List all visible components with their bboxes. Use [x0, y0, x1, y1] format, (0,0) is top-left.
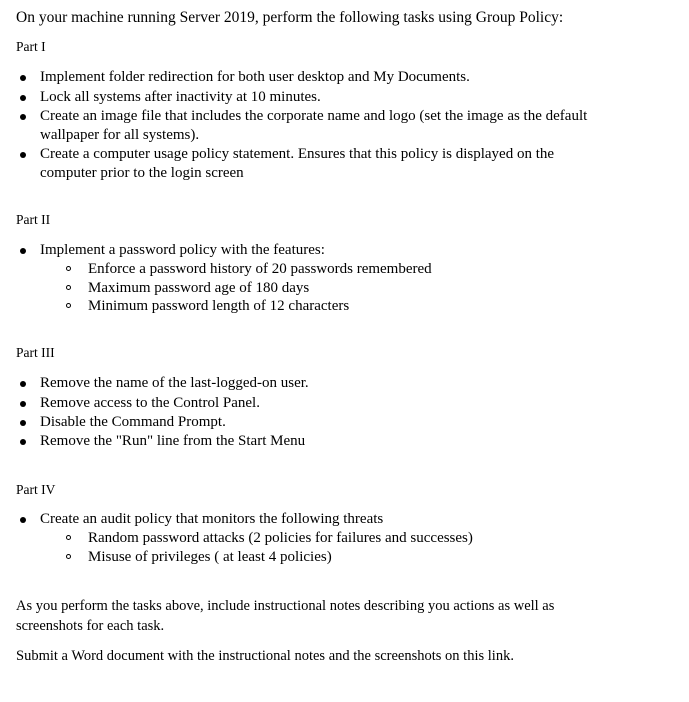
sub-bullet-text: Maximum password age of 180 days — [88, 280, 310, 296]
bullet-text: Implement a password policy with the features: — [40, 242, 325, 258]
bullet-text-line-2: wallpaper for all systems). — [40, 127, 200, 143]
part-2-heading: Part II — [16, 212, 51, 227]
bullet-dot — [20, 420, 26, 426]
bullet-text: Remove access to the Control Panel. — [40, 395, 260, 411]
intro-text: On your machine running Server 2019, perform the following tasks using Group Policy: — [16, 9, 564, 26]
bullet-text: Disable the Command Prompt. — [40, 414, 226, 430]
bullet-dot — [20, 439, 26, 445]
bullet-text-line-2: computer prior to the login screen — [40, 165, 244, 181]
bullet-text: Implement folder redirection for both user desktop and My Documents. — [40, 69, 470, 85]
sub-bullet-circle — [66, 285, 71, 290]
sub-bullet-circle — [66, 303, 71, 308]
sub-bullet-text: Enforce a password history of 20 passwords remembered — [88, 261, 432, 277]
instructions-note-line-1: As you perform the tasks above, include instructional notes describing you actions as well as — [16, 598, 555, 614]
bullet-dot — [20, 95, 26, 101]
bullet-text: Create an audit policy that monitors the following threats — [40, 511, 384, 527]
bullet-text-line-1: Create a computer usage policy statement. Ensures that this policy is displayed on the — [40, 146, 555, 162]
sub-bullet-circle — [66, 266, 71, 271]
bullet-dot — [20, 114, 26, 120]
sub-bullet-text: Misuse of privileges ( at least 4 policies) — [88, 549, 332, 565]
sub-bullet-circle — [66, 535, 71, 540]
sub-bullet-text: Minimum password length of 12 characters — [88, 298, 350, 314]
bullet-dot — [20, 152, 26, 158]
bullet-dot — [20, 75, 26, 81]
bullet-dot — [20, 517, 26, 523]
part-4-heading: Part IV — [16, 482, 56, 497]
submit-instruction: Submit a Word document with the instructional notes and the screenshots on this link. — [16, 648, 514, 664]
part-1-heading: Part I — [16, 39, 46, 54]
bullet-text: Remove the name of the last-logged-on user. — [40, 375, 309, 391]
part-3-heading: Part III — [16, 345, 55, 360]
bullet-dot — [20, 381, 26, 387]
sub-bullet-circle — [66, 554, 71, 559]
bullet-dot — [20, 248, 26, 254]
sub-bullet-text: Random password attacks (2 policies for failures and successes) — [88, 530, 473, 546]
bullet-text: Remove the "Run" line from the Start Menu — [40, 433, 306, 449]
instructions-note-line-2: screenshots for each task. — [16, 618, 165, 634]
bullet-text-line-1: Create an image file that includes the corporate name and logo (set the image as the default — [40, 108, 588, 124]
bullet-dot — [20, 401, 26, 407]
bullet-text: Lock all systems after inactivity at 10 minutes. — [40, 89, 321, 105]
